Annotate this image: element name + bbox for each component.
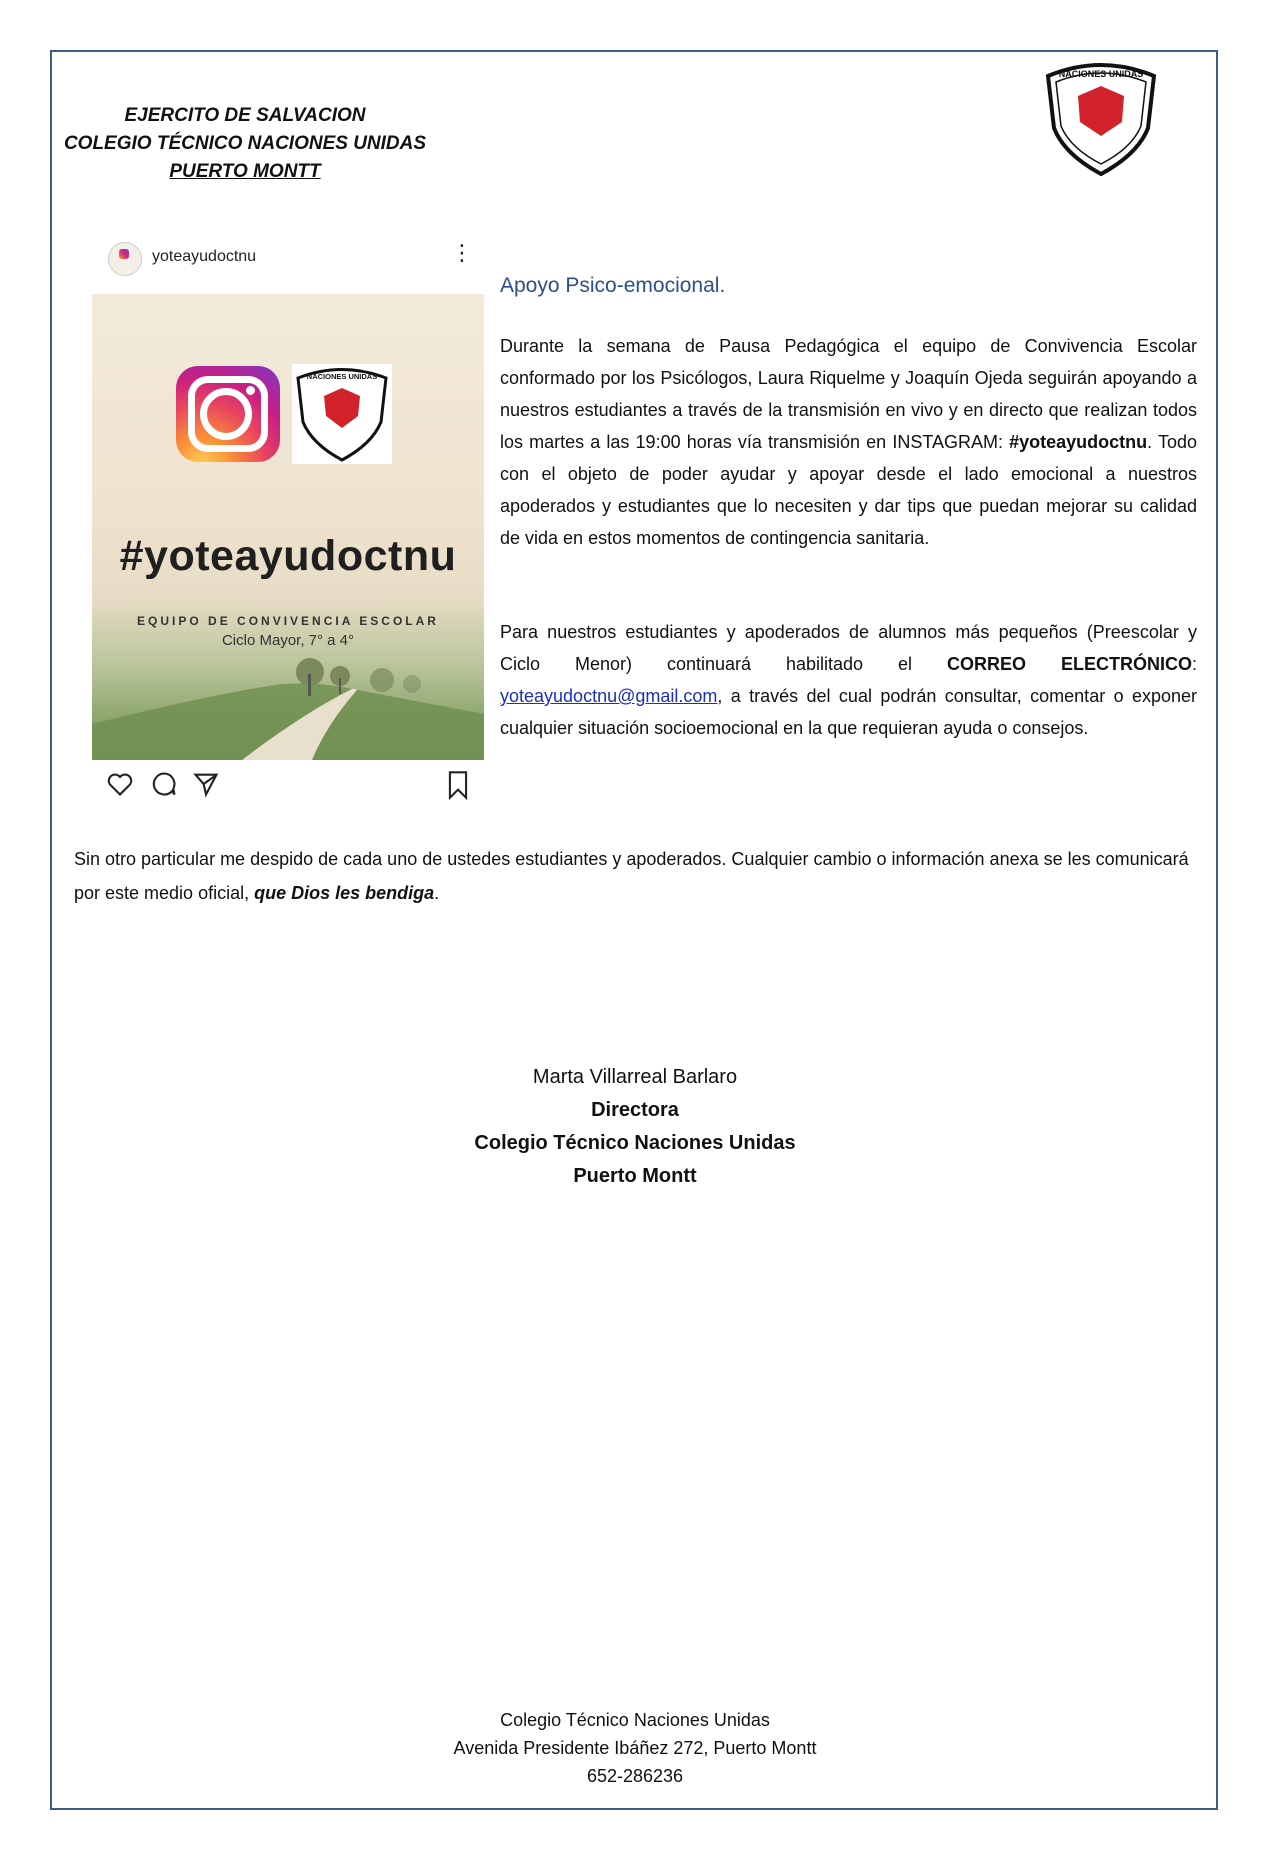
email-link[interactable]: yoteayudoctnu@gmail.com (500, 686, 718, 706)
closing-text: Sin otro particular me despido de cada uno de ustedes estudiantes y apoderados. Cualquier cambio o información anexa se les comunicará por este medio oficial, (74, 849, 1189, 903)
article-title: Apoyo Psico-emocional. (500, 274, 726, 297)
post-cycle-label: Ciclo Mayor, 7° a 4° (221, 632, 355, 649)
comment-icon[interactable] (150, 770, 178, 798)
signer-name: Marta Villarreal Barlaro (532, 1066, 738, 1088)
more-options-icon[interactable]: ⋮ (451, 240, 472, 265)
article-paragraph-2 (500, 616, 1197, 744)
letterhead-line-1: EJERCITO DE SALVACION (124, 105, 366, 126)
paragraph-1-hashtag: #yoteayudoctnu (1009, 432, 1148, 452)
signer-school: Colegio Técnico Naciones Unidas (474, 1132, 796, 1154)
footer-phone: 652-286236 (586, 1766, 684, 1786)
paragraph-2-text-b: , a través del cual podrán consultar, comentar o exponer cualquier situación socioemocional en la que requieran ayuda o consejos. (500, 686, 1197, 738)
closing-paragraph (74, 842, 1197, 910)
svg-text:NACIONES UNIDAS: NACIONES UNIDAS (306, 372, 378, 381)
closing-blessing: que Dios les bendiga (254, 883, 435, 903)
letterhead (60, 102, 430, 186)
bookmark-icon[interactable] (444, 770, 472, 800)
post-actions (92, 766, 484, 806)
post-username[interactable]: yoteayudoctnu (152, 248, 257, 265)
paragraph-2-text-a: Para nuestros estudiantes y apoderados de alumnos más pequeños (Preescolar y Ciclo Menor) continuará habilitado el (500, 622, 1197, 674)
footer-address: Avenida Presidente Ibáñez 272, Puerto Montt (453, 1738, 817, 1758)
paragraph-2-email-label: CORREO ELECTRÓNICO (947, 654, 1192, 674)
signature-block (0, 1061, 1270, 1193)
school-crest-logo (1040, 58, 1162, 176)
like-heart-icon[interactable] (106, 770, 134, 798)
paragraph-1-text-b: . Todo con el objeto de poder ayudar y apoyar desde el lado emocional a nuestros apoderados y estudiantes que lo necesiten y dar tips que puedan mejorar su calidad de vida en estos momentos de contingencia sanitaria. (500, 432, 1197, 548)
footer-school: Colegio Técnico Naciones Unidas (500, 1710, 770, 1730)
letterhead-line-3: PUERTO MONTT (169, 161, 321, 182)
post-team-label: EQUIPO DE CONVIVENCIA ESCOLAR (137, 614, 439, 628)
closing-period: . (434, 883, 440, 903)
instagram-logo-icon (176, 366, 280, 462)
article-paragraph-1 (500, 330, 1197, 554)
post-image (92, 294, 484, 760)
paragraph-2-colon: : (1191, 654, 1197, 674)
signer-role: Directora (591, 1099, 679, 1121)
instagram-post[interactable] (92, 232, 484, 812)
school-crest-small-icon (292, 364, 392, 464)
signer-city: Puerto Montt (573, 1165, 697, 1187)
avatar[interactable] (108, 242, 142, 276)
post-hashtag: #yoteayudoctnu (119, 532, 457, 580)
page-footer (0, 1706, 1270, 1790)
post-header (92, 232, 484, 290)
paragraph-1-text-a: Durante la semana de Pausa Pedagógica el equipo de Convivencia Escolar conformado por los Psicólogos, Laura Riquelme y Joaquín Ojeda seguirán apoyando a nuestros estudiantes a través de la transmisión en vivo y en directo que realizan todos los martes a las 19:00 horas vía transmisión en INSTAGRAM: (500, 336, 1197, 452)
share-send-icon[interactable] (192, 770, 220, 798)
svg-text:NACIONES UNIDAS: NACIONES UNIDAS (1058, 69, 1144, 79)
letterhead-line-2: COLEGIO TÉCNICO NACIONES UNIDAS (63, 133, 427, 154)
